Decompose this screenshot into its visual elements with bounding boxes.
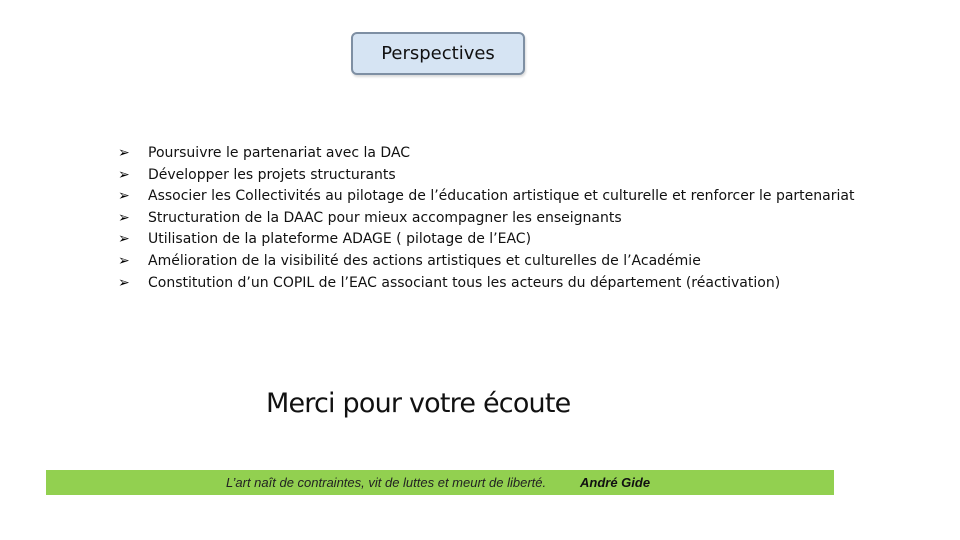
page-title: Perspectives bbox=[381, 43, 495, 64]
list-item bbox=[118, 229, 874, 251]
arrowhead-bullet-icon: ➢ bbox=[118, 274, 130, 291]
list-item-text: Utilisation de la plateforme ADAGE ( pilotage de l’EAC) bbox=[148, 231, 532, 248]
list-item bbox=[118, 186, 874, 208]
quote-banner bbox=[46, 470, 834, 495]
list-item-text: Structuration de la DAAC pour mieux accompagner les enseignants bbox=[148, 209, 622, 226]
list-item bbox=[118, 208, 874, 230]
list-item bbox=[118, 143, 874, 165]
list-item-text: Amélioration de la visibilité des actions artistiques et culturelles de l’Académie bbox=[148, 252, 701, 269]
list-item-text: Développer les projets structurants bbox=[148, 166, 396, 183]
list-item bbox=[118, 251, 874, 273]
arrowhead-bullet-icon: ➢ bbox=[118, 145, 130, 161]
list-item-text: Constitution d’un COPIL de l’EAC associant tous les acteurs du département (réactivation) bbox=[148, 274, 781, 291]
quote-text: L’art naît de contraintes, vit de luttes et meurt de liberté. bbox=[226, 475, 547, 490]
thanks-heading: Merci pour votre écoute bbox=[266, 388, 571, 419]
perspectives-list bbox=[118, 143, 874, 294]
quote-author: André Gide bbox=[580, 475, 651, 490]
arrowhead-bullet-icon: ➢ bbox=[118, 209, 130, 226]
page-title-box bbox=[351, 32, 525, 75]
list-item bbox=[118, 165, 874, 187]
arrowhead-bullet-icon: ➢ bbox=[118, 188, 130, 205]
arrowhead-bullet-icon: ➢ bbox=[118, 231, 130, 248]
arrowhead-bullet-icon: ➢ bbox=[118, 252, 130, 269]
list-item-text: Poursuivre le partenariat avec la DAC bbox=[148, 145, 411, 161]
arrowhead-bullet-icon: ➢ bbox=[118, 166, 130, 183]
list-item-text: Associer les Collectivités au pilotage de l’éducation artistique et culturelle et renforcer le partenariat bbox=[148, 188, 855, 205]
list-item bbox=[118, 273, 874, 295]
